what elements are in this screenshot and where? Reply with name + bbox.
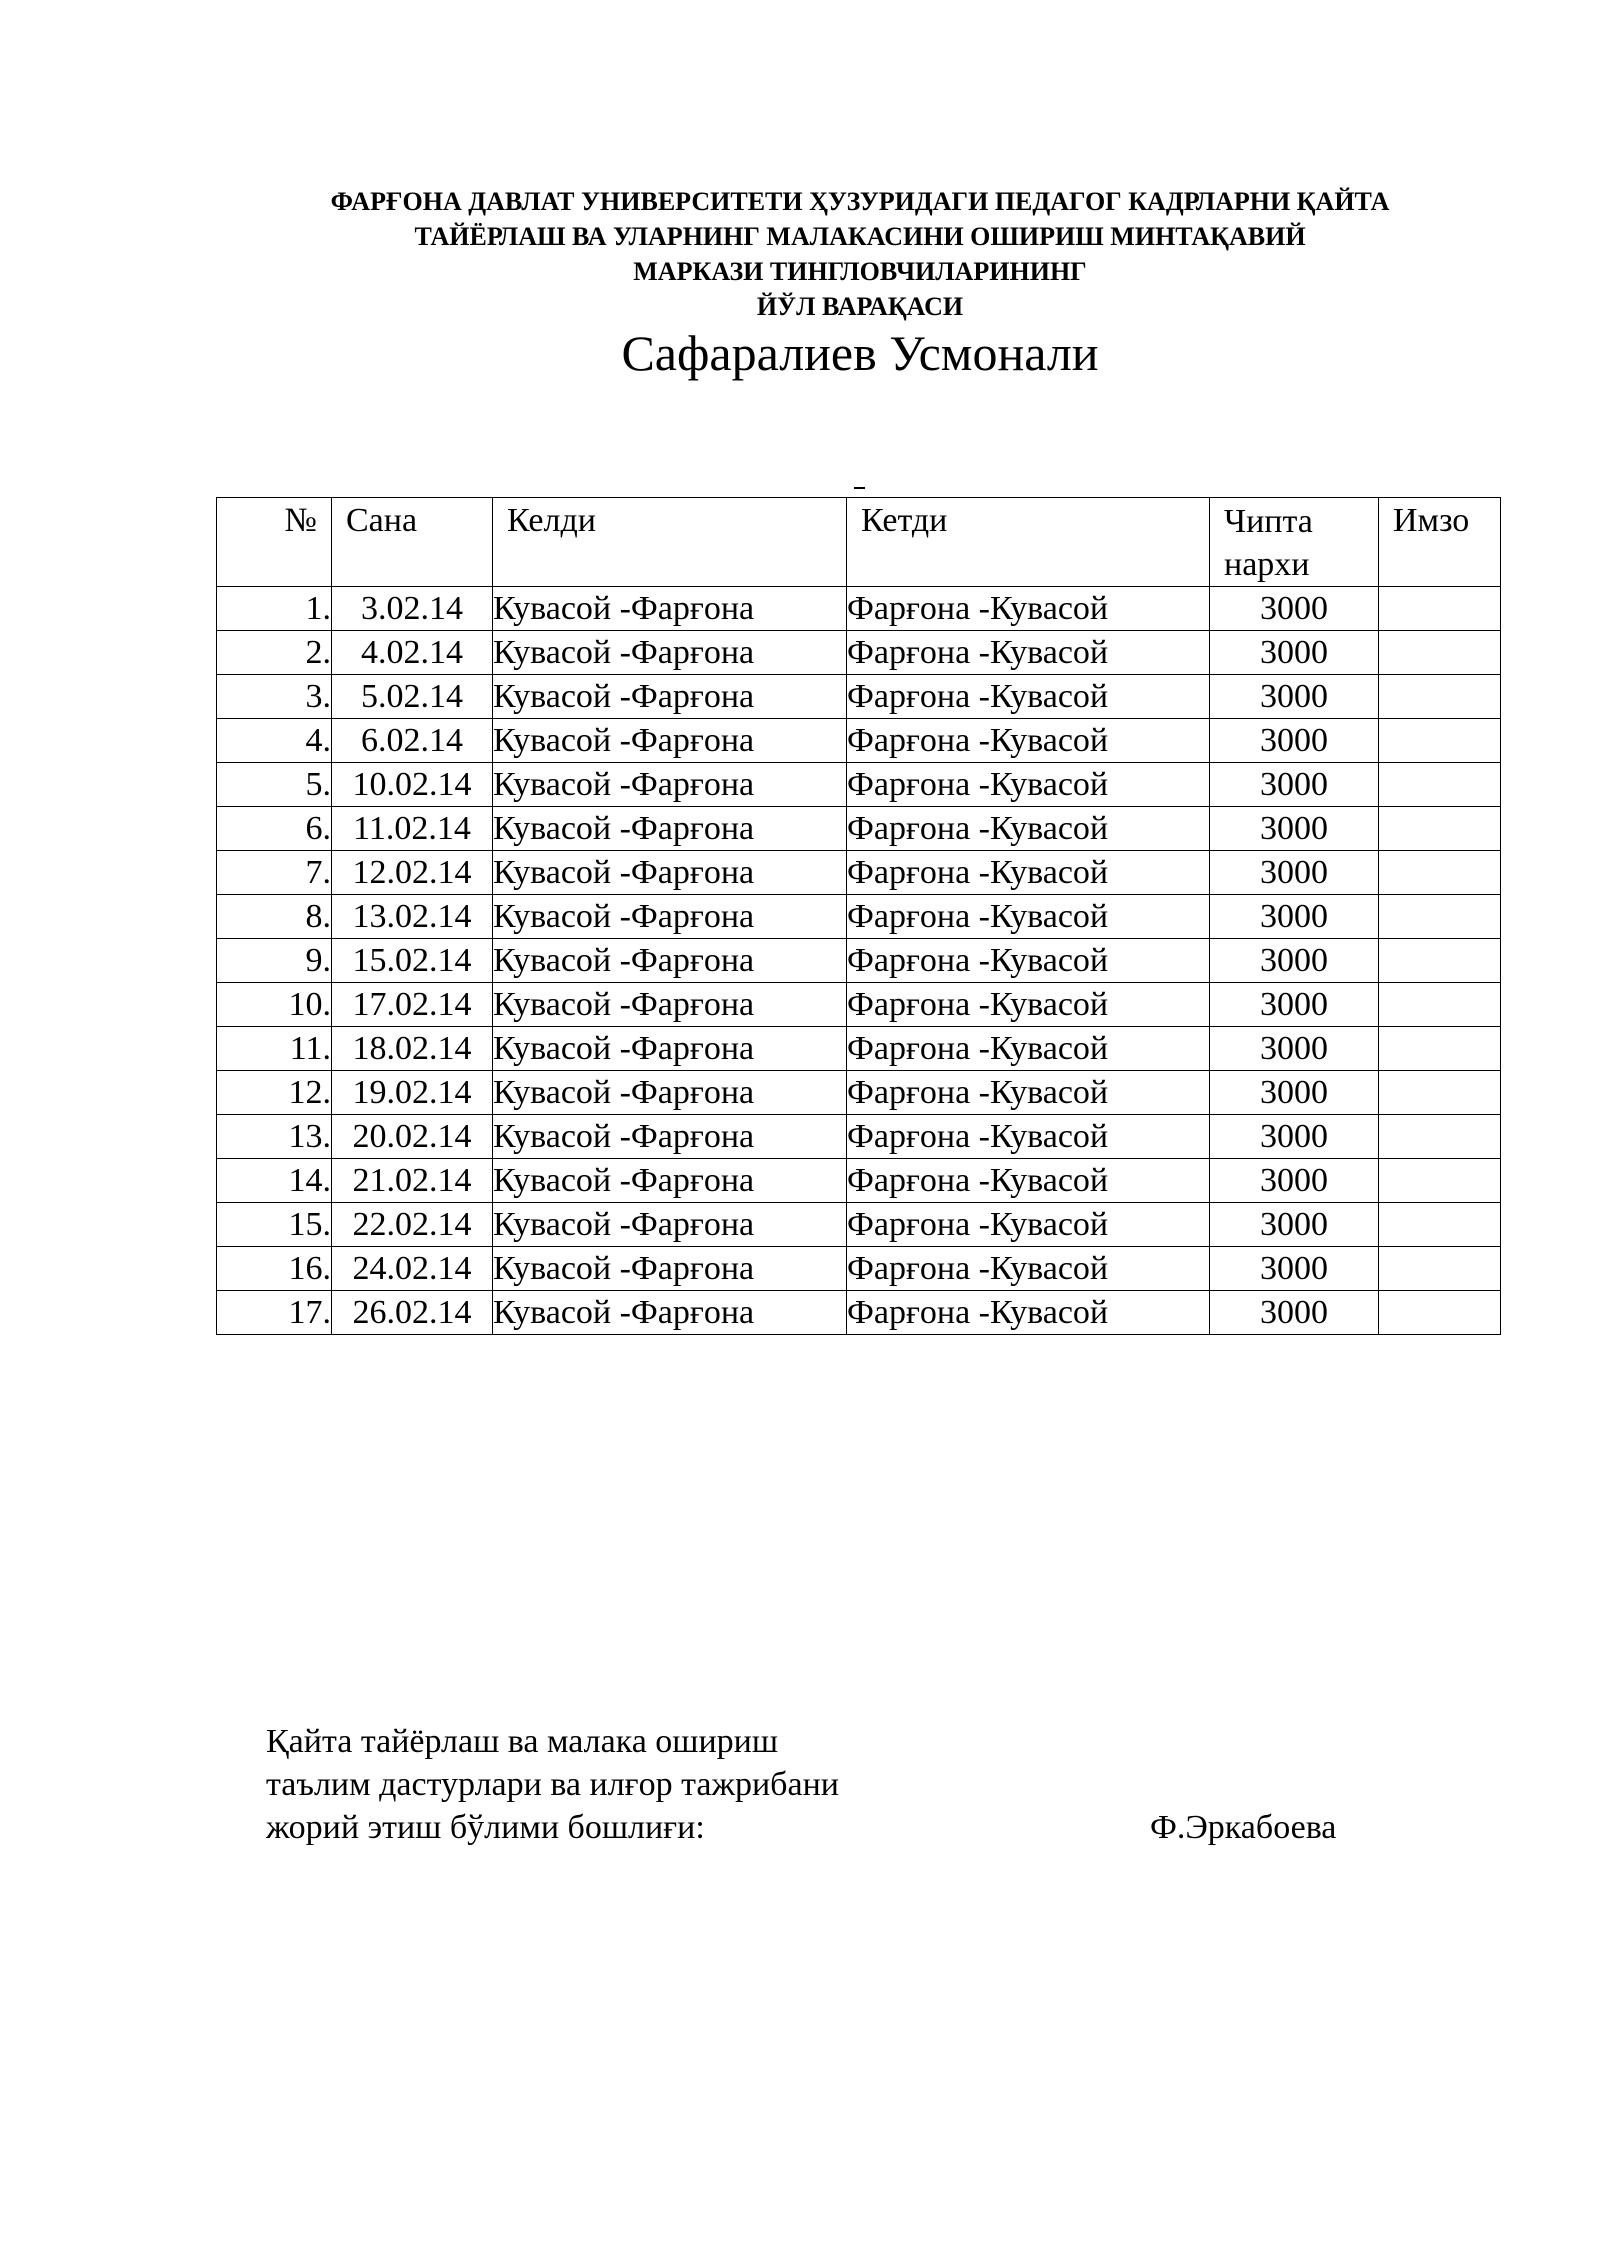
cell-arrived: Кувасой -Фарғона: [493, 983, 847, 1027]
cell-no: 15.: [217, 1203, 332, 1247]
cell-departed: Фарғона -Кувасой: [847, 1115, 1210, 1159]
cell-date: 11.02.14: [332, 807, 493, 851]
cell-arrived: Кувасой -Фарғона: [493, 1071, 847, 1115]
cell-departed: Фарғона -Кувасой: [847, 1291, 1210, 1335]
table-row: [217, 895, 1501, 939]
cell-arrived: Кувасой -Фарғона: [493, 631, 847, 675]
cell-date: 3.02.14: [332, 587, 493, 631]
cell-ticket-price: 3000: [1210, 587, 1379, 631]
cell-departed: Фарғона -Кувасой: [847, 1247, 1210, 1291]
table-row: [217, 807, 1501, 851]
stray-dash-mark: [854, 487, 865, 489]
cell-arrived: Кувасой -Фарғона: [493, 851, 847, 895]
cell-ticket-price: 3000: [1210, 1291, 1379, 1335]
cell-ticket-price: 3000: [1210, 807, 1379, 851]
cell-arrived: Кувасой -Фарғона: [493, 807, 847, 851]
document-header: [230, 184, 1490, 324]
cell-arrived: Кувасой -Фарғона: [493, 675, 847, 719]
cell-arrived: Кувасой -Фарғона: [493, 939, 847, 983]
cell-signature: [1379, 675, 1501, 719]
cell-date: 5.02.14: [332, 675, 493, 719]
cell-departed: Фарғона -Кувасой: [847, 851, 1210, 895]
cell-ticket-price: 3000: [1210, 675, 1379, 719]
cell-no: 7.: [217, 851, 332, 895]
cell-signature: [1379, 631, 1501, 675]
cell-no: 3.: [217, 675, 332, 719]
cell-signature: [1379, 1071, 1501, 1115]
cell-departed: Фарғона -Кувасой: [847, 1159, 1210, 1203]
cell-signature: [1379, 851, 1501, 895]
cell-departed: Фарғона -Кувасой: [847, 983, 1210, 1027]
cell-departed: Фарғона -Кувасой: [847, 895, 1210, 939]
cell-departed: Фарғона -Кувасой: [847, 807, 1210, 851]
cell-ticket-price: 3000: [1210, 1159, 1379, 1203]
cell-date: 20.02.14: [332, 1115, 493, 1159]
cell-signature: [1379, 983, 1501, 1027]
table-row: [217, 1247, 1501, 1291]
table-row: [217, 983, 1501, 1027]
cell-no: 13.: [217, 1115, 332, 1159]
cell-signature: [1379, 1027, 1501, 1071]
cell-no: 2.: [217, 631, 332, 675]
cell-signature: [1379, 1247, 1501, 1291]
table-row: [217, 631, 1501, 675]
cell-ticket-price: 3000: [1210, 1203, 1379, 1247]
cell-no: 8.: [217, 895, 332, 939]
header-line-4: ЙЎЛ ВАРАҚАСИ: [756, 292, 964, 321]
table-row: [217, 1071, 1501, 1115]
cell-date: 6.02.14: [332, 719, 493, 763]
person-name: Сафаралиев Усмонали: [621, 325, 1099, 381]
cell-arrived: Кувасой -Фарғона: [493, 1115, 847, 1159]
cell-date: 4.02.14: [332, 631, 493, 675]
cell-departed: Фарғона -Кувасой: [847, 631, 1210, 675]
cell-arrived: Кувасой -Фарғона: [493, 587, 847, 631]
cell-departed: Фарғона -Кувасой: [847, 1027, 1210, 1071]
table-header-row: [217, 498, 1501, 587]
column-header-no: №: [217, 498, 332, 587]
signatory-name: Ф.Эркабоева: [1150, 1809, 1337, 1846]
cell-no: 11.: [217, 1027, 332, 1071]
table-row: [217, 1203, 1501, 1247]
cell-no: 12.: [217, 1071, 332, 1115]
cell-date: 19.02.14: [332, 1071, 493, 1115]
cell-date: 10.02.14: [332, 763, 493, 807]
cell-date: 24.02.14: [332, 1247, 493, 1291]
cell-signature: [1379, 719, 1501, 763]
cell-departed: Фарғона -Кувасой: [847, 939, 1210, 983]
cell-date: 17.02.14: [332, 983, 493, 1027]
table-row: [217, 939, 1501, 983]
cell-departed: Фарғона -Кувасой: [847, 587, 1210, 631]
cell-arrived: Кувасой -Фарғона: [493, 1247, 847, 1291]
table-row: [217, 763, 1501, 807]
table-row: [217, 1291, 1501, 1335]
cell-ticket-price: 3000: [1210, 895, 1379, 939]
footer-line-3: жорий этиш бўлими бошлиғи:: [266, 1809, 705, 1846]
table-row: [217, 587, 1501, 631]
table-body: [217, 587, 1501, 1335]
cell-ticket-price: 3000: [1210, 1071, 1379, 1115]
cell-no: 14.: [217, 1159, 332, 1203]
table-row: [217, 1115, 1501, 1159]
cell-no: 17.: [217, 1291, 332, 1335]
cell-no: 10.: [217, 983, 332, 1027]
cell-date: 18.02.14: [332, 1027, 493, 1071]
cell-departed: Фарғона -Кувасой: [847, 675, 1210, 719]
cell-no: 6.: [217, 807, 332, 851]
cell-signature: [1379, 1203, 1501, 1247]
cell-no: 5.: [217, 763, 332, 807]
cell-departed: Фарғона -Кувасой: [847, 1071, 1210, 1115]
header-line-1: ФАРҒОНА ДАВЛАТ УНИВЕРСИТЕТИ ҲУЗУРИДАГИ ПЕДАГОГ КАДРЛАРНИ ҚАЙТА: [330, 187, 1390, 216]
cell-ticket-price: 3000: [1210, 763, 1379, 807]
cell-signature: [1379, 587, 1501, 631]
table-row: [217, 1159, 1501, 1203]
cell-arrived: Кувасой -Фарғона: [493, 719, 847, 763]
column-header-date: Сана: [332, 498, 493, 587]
table-row: [217, 675, 1501, 719]
cell-arrived: Кувасой -Фарғона: [493, 1203, 847, 1247]
header-line-2: ТАЙЁРЛАШ ВА УЛАРНИНГ МАЛАКАСИНИ ОШИРИШ МИНТАҚАВИЙ: [414, 222, 1306, 251]
cell-date: 12.02.14: [332, 851, 493, 895]
header-line-3: МАРКАЗИ ТИНГЛОВЧИЛАРИНИНГ: [633, 257, 1087, 286]
table-row: [217, 1027, 1501, 1071]
cell-arrived: Кувасой -Фарғона: [493, 763, 847, 807]
cell-date: 21.02.14: [332, 1159, 493, 1203]
cell-signature: [1379, 1115, 1501, 1159]
footer-line-2: таълим дастурлари ва илғор тажрибани: [266, 1766, 839, 1803]
cell-ticket-price: 3000: [1210, 1027, 1379, 1071]
cell-arrived: Кувасой -Фарғона: [493, 1027, 847, 1071]
footer-line-1: Қайта тайёрлаш ва малака ошириш: [266, 1723, 779, 1760]
cell-departed: Фарғона -Кувасой: [847, 719, 1210, 763]
column-header-arrived: Келди: [493, 498, 847, 587]
cell-arrived: Кувасой -Фарғона: [493, 1291, 847, 1335]
cell-signature: [1379, 1159, 1501, 1203]
table-row: [217, 719, 1501, 763]
cell-arrived: Кувасой -Фарғона: [493, 895, 847, 939]
cell-date: 13.02.14: [332, 895, 493, 939]
cell-no: 9.: [217, 939, 332, 983]
cell-ticket-price: 3000: [1210, 1247, 1379, 1291]
cell-signature: [1379, 939, 1501, 983]
cell-date: 15.02.14: [332, 939, 493, 983]
cell-date: 26.02.14: [332, 1291, 493, 1335]
cell-ticket-price: 3000: [1210, 851, 1379, 895]
cell-departed: Фарғона -Кувасой: [847, 763, 1210, 807]
cell-no: 1.: [217, 587, 332, 631]
column-header-departed: Кетди: [847, 498, 1210, 587]
cell-ticket-price: 3000: [1210, 1115, 1379, 1159]
cell-date: 22.02.14: [332, 1203, 493, 1247]
table-row: [217, 851, 1501, 895]
cell-signature: [1379, 895, 1501, 939]
cell-ticket-price: 3000: [1210, 939, 1379, 983]
cell-ticket-price: 3000: [1210, 983, 1379, 1027]
cell-signature: [1379, 807, 1501, 851]
cell-departed: Фарғона -Кувасой: [847, 1203, 1210, 1247]
column-header-ticket-price: Чипта нархи: [1210, 498, 1379, 587]
travel-sheet-table: [216, 497, 1501, 1335]
column-header-signature: Имзо: [1379, 498, 1501, 587]
cell-no: 16.: [217, 1247, 332, 1291]
cell-ticket-price: 3000: [1210, 719, 1379, 763]
cell-signature: [1379, 763, 1501, 807]
cell-arrived: Кувасой -Фарғона: [493, 1159, 847, 1203]
cell-no: 4.: [217, 719, 332, 763]
cell-signature: [1379, 1291, 1501, 1335]
cell-ticket-price: 3000: [1210, 631, 1379, 675]
